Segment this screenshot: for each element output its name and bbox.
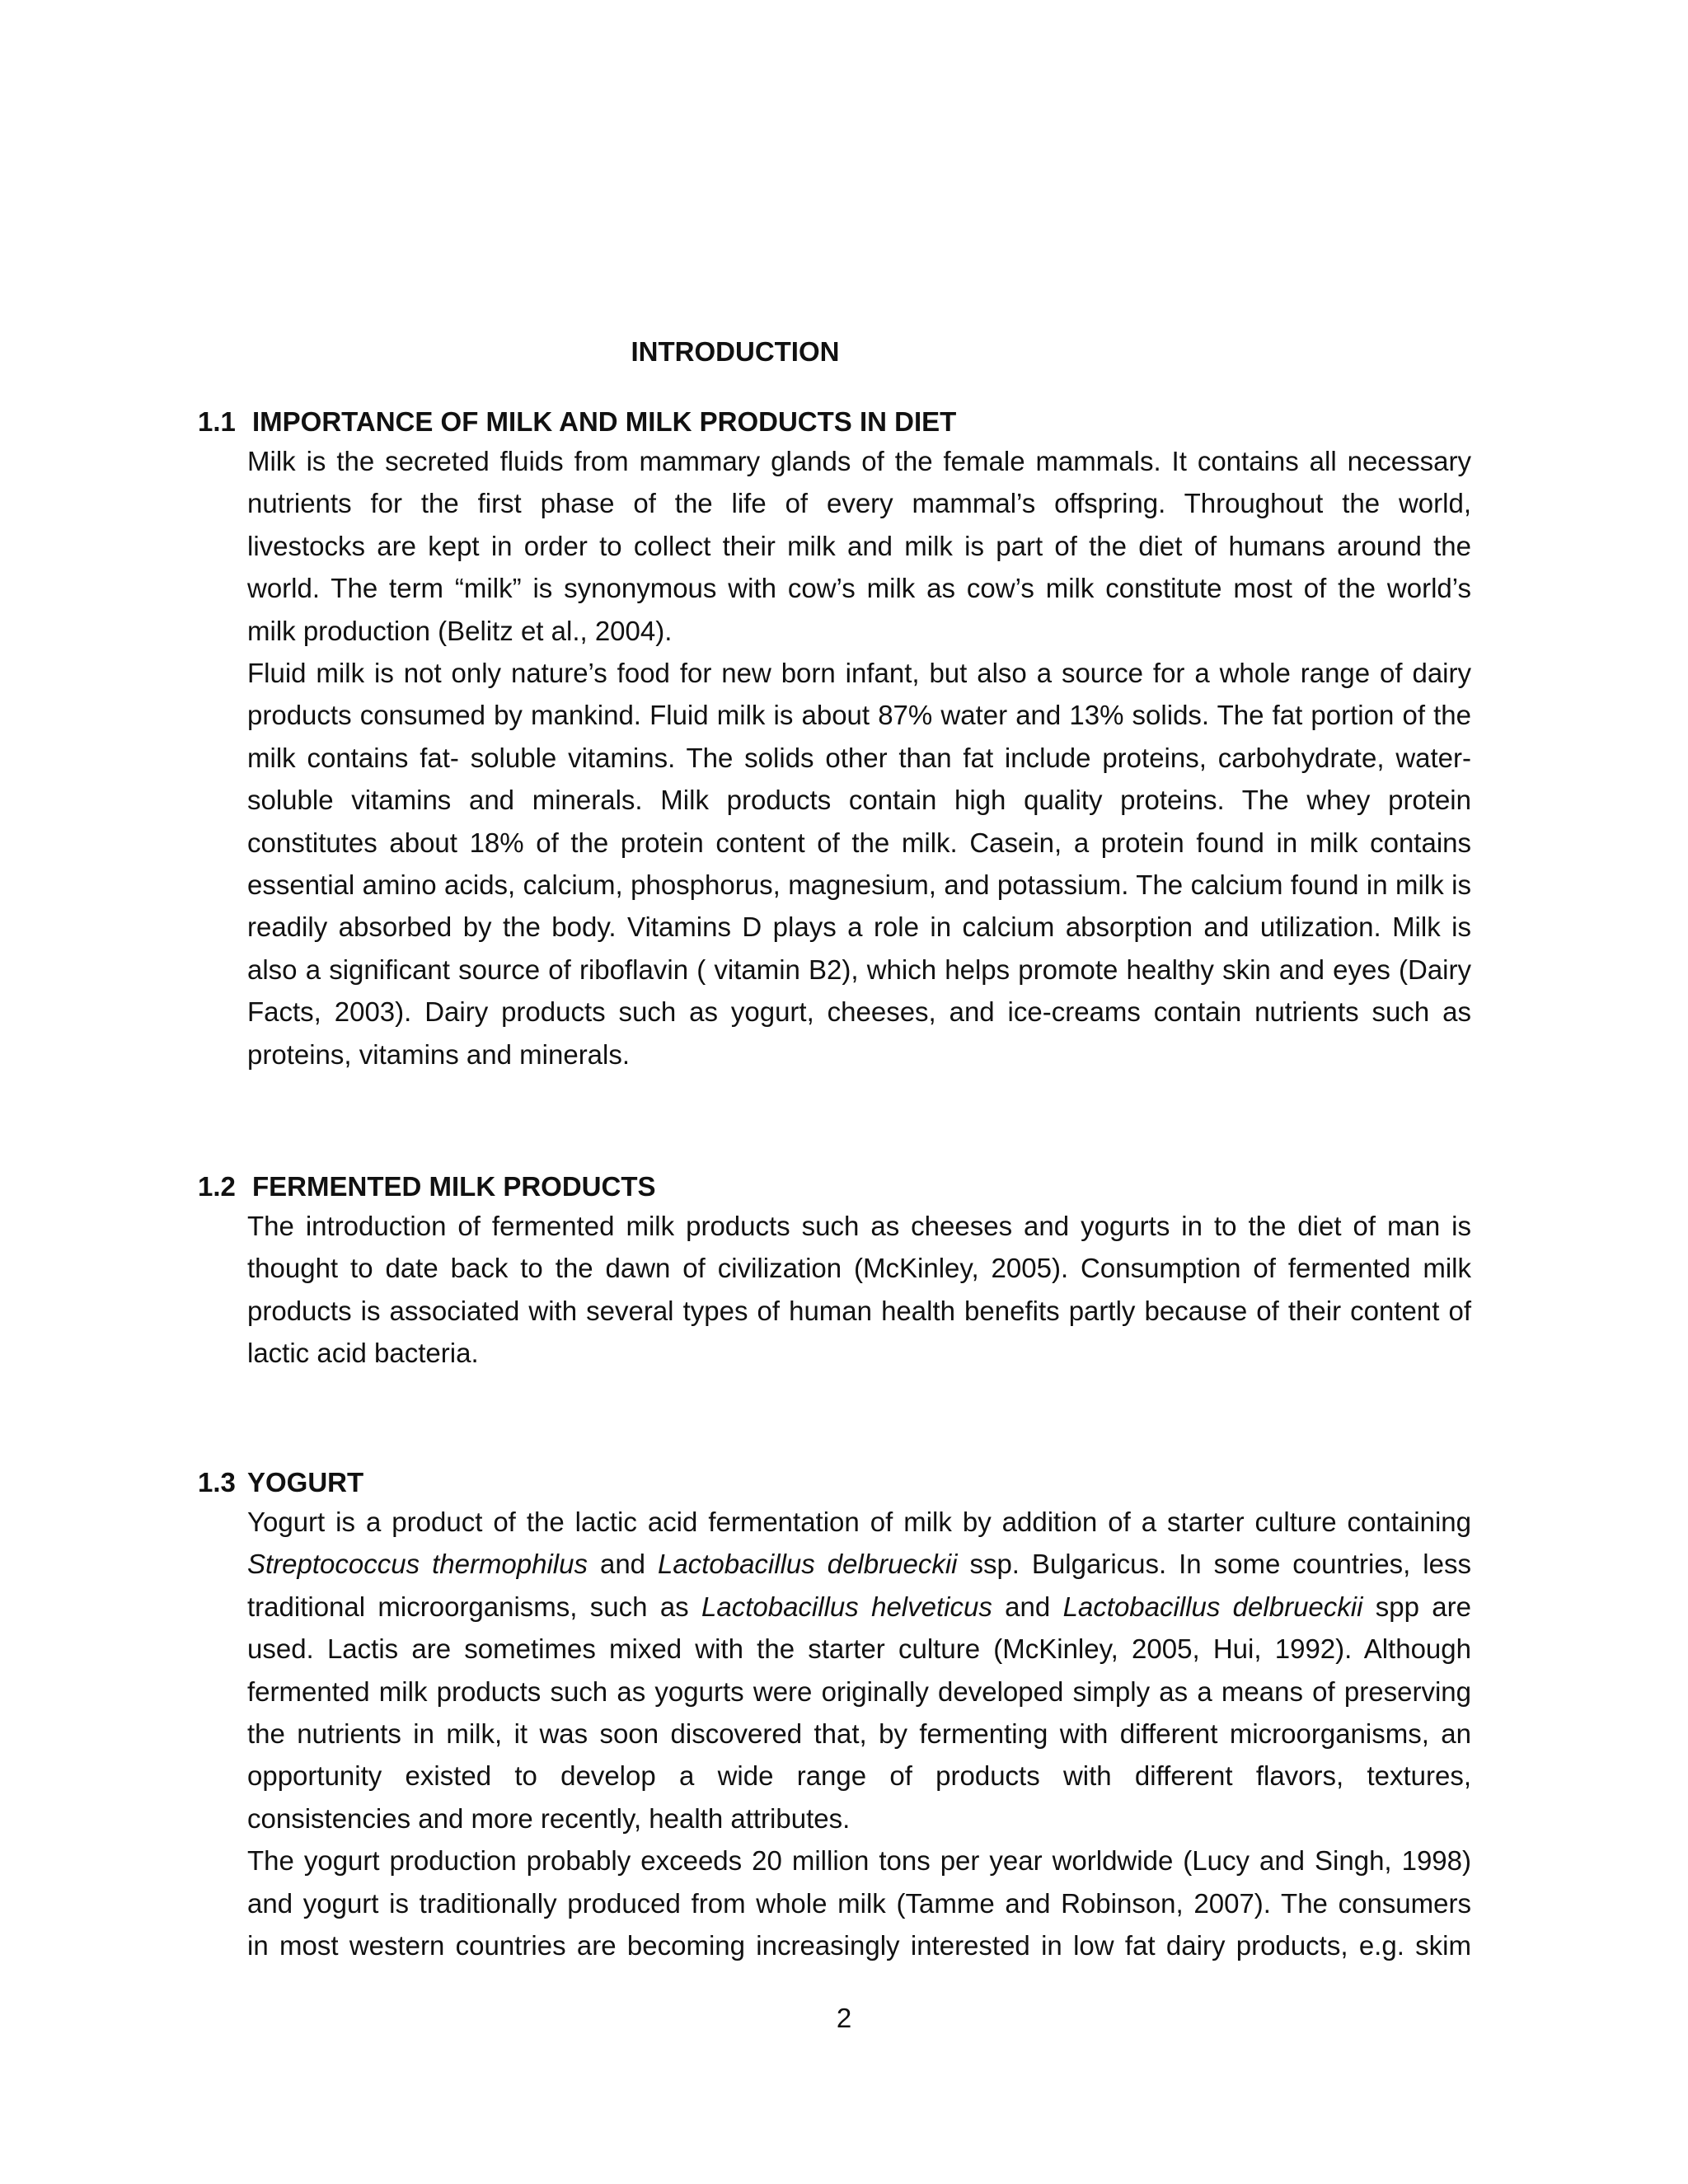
text-line: essential amino acids, calcium, phosphorus, magnesium, and potassium. The calcium found in milk is — [247, 869, 1471, 901]
text-line: soluble vitamins and minerals. Milk products contain high quality proteins. The whey protein — [247, 785, 1471, 816]
text-line: products is associated with several types of human health benefits partly because of their content of — [247, 1295, 1471, 1326]
text-line: Fluid milk is not only nature’s food for new born infant, but also a source for a whole range of dairy — [247, 658, 1471, 689]
text-fragment: traditional microorganisms, such as — [247, 1591, 701, 1622]
text-line: consistencies and more recently, health attributes. — [247, 1802, 851, 1834]
text-fragment: ssp. Bulgaricus. In some countries, less — [957, 1549, 1471, 1580]
text-line: milk production (Belitz et al., 2004). — [247, 615, 673, 646]
text-line: the nutrients in milk, it was soon discovered that, by fermenting with different microorganisms, an — [247, 1718, 1471, 1750]
paragraph — [247, 1205, 1471, 1375]
text-line: milk contains fat- soluble vitamins. The solids other than fat include proteins, carbohydrate, water- — [247, 742, 1471, 773]
section-heading — [198, 1465, 1471, 1501]
text-line: nutrients for the first phase of the life of every mammal’s offspring. Throughout the world, — [247, 488, 1471, 519]
text-line: proteins, vitamins and minerals. — [247, 1038, 631, 1070]
text-line: readily absorbed by the body. Vitamins D plays a role in calcium absorption and utilization. Milk is — [247, 912, 1471, 943]
text-line: constitutes about 18% of the protein content of the milk. Casein, a protein found in milk contains — [247, 827, 1471, 858]
text-line: Facts, 2003). Dairy products such as yogurt, cheeses, and ice-creams contain nutrients such as — [247, 996, 1471, 1028]
section-title: YOGURT — [247, 1467, 364, 1497]
text-line — [247, 1543, 1471, 1585]
paragraph — [247, 1501, 1471, 1840]
text-line: opportunity existed to develop a wide range of products with different flavors, textures, — [247, 1760, 1471, 1792]
section-title: FERMENTED MILK PRODUCTS — [252, 1171, 656, 1202]
text-line: Yogurt is a product of the lactic acid fermentation of milk by addition of a starter culture containing — [247, 1507, 1471, 1537]
section-heading — [198, 1169, 1471, 1205]
text-line: used. Lactis are sometimes mixed with the starter culture (McKinley, 2005, Hui, 1992). Although — [247, 1633, 1471, 1665]
text-fragment: and — [992, 1591, 1063, 1622]
species-name: Lactobacillus delbrueckii — [1062, 1591, 1363, 1622]
species-name: Lactobacillus helveticus — [701, 1591, 992, 1622]
text-line: thought to date back to the dawn of civilization (McKinley, 2005). Consumption of fermented milk — [247, 1253, 1471, 1284]
section-heading — [198, 404, 1471, 440]
section-1-1 — [198, 404, 1471, 1076]
text-fragment: spp are — [1362, 1591, 1471, 1622]
text-line: The introduction of fermented milk products such as cheeses and yogurts in to the diet of man is — [247, 1211, 1471, 1241]
section-1-2 — [198, 1169, 1471, 1375]
species-name: Lactobacillus delbrueckii — [657, 1549, 958, 1580]
section-number: 1.2 — [198, 1171, 236, 1202]
page-number: 2 — [836, 2003, 852, 2033]
section-number: 1.1 — [198, 406, 236, 437]
species-name: Streptococcus thermophilus — [247, 1549, 588, 1580]
text-fragment: and — [588, 1549, 658, 1580]
text-line — [247, 1586, 1471, 1628]
text-line: products consumed by mankind. Fluid milk is about 87% water and 13% solids. The fat portion of the — [247, 700, 1471, 731]
section-1-3 — [198, 1465, 1471, 1966]
text-line: livestocks are kept in order to collect their milk and milk is part of the diet of humans around the — [247, 530, 1471, 561]
section-number: 1.3 — [198, 1467, 236, 1497]
text-line: world. The term “milk” is synonymous with cow’s milk as cow’s milk constitute most of the world’s — [247, 573, 1471, 604]
text-line: also a significant source of riboflavin ( vitamin B2), which helps promote healthy skin and eyes (Dairy — [247, 954, 1471, 985]
paragraph — [247, 1840, 1471, 1966]
document-title: INTRODUCTION — [631, 336, 840, 367]
text-line: Milk is the secreted fluids from mammary glands of the female mammals. It contains all necessary — [247, 446, 1471, 476]
section-title: IMPORTANCE OF MILK AND MILK PRODUCTS IN DIET — [252, 406, 957, 437]
paragraph — [247, 652, 1471, 1076]
text-line: and yogurt is traditionally produced from whole milk (Tamme and Robinson, 2007). The consumers — [247, 1887, 1471, 1919]
text-line: in most western countries are becoming increasingly interested in low fat dairy products, e.g. skim — [247, 1930, 1471, 1961]
text-line: The yogurt production probably exceeds 20 million tons per year worldwide (Lucy and Singh, 1998) — [247, 1845, 1471, 1877]
text-line: lactic acid bacteria. — [247, 1338, 479, 1369]
text-line: fermented milk products such as yogurts were originally developed simply as a means of preserving — [247, 1675, 1471, 1707]
paragraph — [247, 440, 1471, 652]
